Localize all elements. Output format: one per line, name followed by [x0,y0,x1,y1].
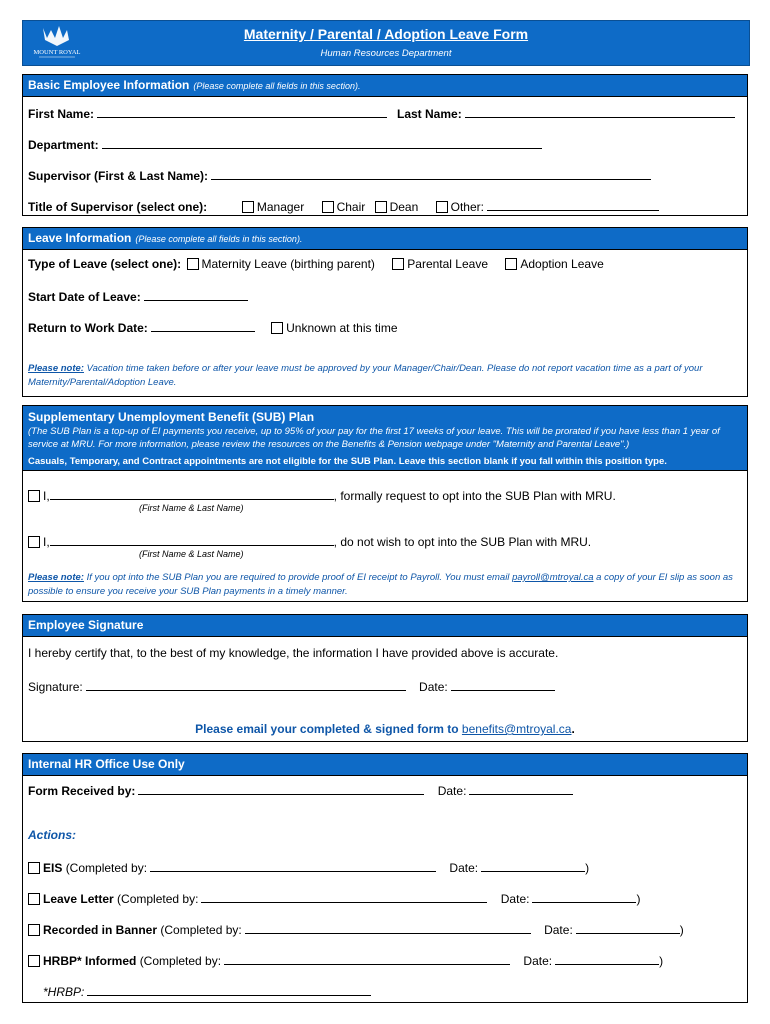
last-name-field[interactable] [465,105,735,118]
signature-row: Signature: Date: [28,678,558,694]
hrbp-name-field[interactable] [87,983,371,996]
start-date-field[interactable] [144,288,248,301]
department-row: Department: [28,136,545,152]
signature-section [22,614,748,742]
first-name-field[interactable] [97,105,387,118]
sub-plan-section [22,405,748,602]
hrbp-date-field[interactable] [555,952,659,965]
basic-info-heading: Basic Employee Information (Please complete all fields in this section). [23,75,747,97]
leave-letter-date-field[interactable] [532,890,636,903]
leave-info-section [22,227,748,397]
sub-opt-in-name-field[interactable] [50,487,334,500]
signature-field[interactable] [86,678,406,691]
manager-checkbox[interactable] [242,201,254,213]
name-row: First Name: [28,105,390,121]
supervisor-title-row: Title of Supervisor (select one): Manager Chair Dean Other: [28,198,662,214]
sub-opt-in-row: I, , formally request to opt into the SUB Plan with MRU. [28,487,616,503]
department-field[interactable] [102,136,542,149]
chair-checkbox[interactable] [322,201,334,213]
form-subtitle: Human Resources Department [320,48,452,59]
eis-checkbox[interactable] [28,862,40,874]
svg-text:MOUNT ROYAL: MOUNT ROYAL [33,49,81,56]
last-name-row: Last Name: [397,105,738,121]
action-eis-row: EIS (Completed by: Date: ) [28,859,589,875]
certify-text: I hereby certify that, to the best of my knowledge, the information I have provided above is accurate. [28,646,559,660]
hrbp-row: *HRBP: [43,983,374,999]
hrbp-completed-by-field[interactable] [224,952,510,965]
adoption-leave-checkbox[interactable] [505,258,517,270]
sub-opt-in-checkbox[interactable] [28,490,40,502]
unknown-return-checkbox[interactable] [271,322,283,334]
action-leave-letter-row: Leave Letter (Completed by: Date: ) [28,890,640,906]
leave-note: Please note: Vacation time taken before or after your leave must be approved by your Manager/Chair/Dean. Please do not report vacation time as a part of your Maternity/Parental/Adoption Leave. [28,363,703,388]
action-hrbp-row: HRBP* Informed (Completed by: Date: ) [28,952,663,968]
maternity-leave-checkbox[interactable] [187,258,199,270]
signature-heading: Employee Signature [23,615,747,637]
other-title-field[interactable] [487,198,659,211]
opt-in-name-caption: (First Name & Last Name) [139,503,244,513]
parental-leave-checkbox[interactable] [392,258,404,270]
sub-opt-out-row: I, , do not wish to opt into the SUB Plan with MRU. [28,533,591,549]
banner-date-field[interactable] [576,921,680,934]
recorded-in-banner-checkbox[interactable] [28,924,40,936]
other-checkbox[interactable] [436,201,448,213]
benefits-email-link[interactable]: benefits@mtroyal.ca [461,722,572,736]
signature-date-field[interactable] [451,678,555,691]
received-by-field[interactable] [138,782,424,795]
sub-opt-out-checkbox[interactable] [28,536,40,548]
opt-out-name-caption: (First Name & Last Name) [139,549,244,559]
return-date-row: Return to Work Date: Unknown at this time [28,321,398,335]
email-instructions: Please email your completed & signed form to benefits@mtroyal.ca. [195,722,575,736]
supervisor-row: Supervisor (First & Last Name): [28,167,654,183]
eis-completed-by-field[interactable] [150,859,436,872]
form-header [22,20,750,66]
sub-opt-out-name-field[interactable] [50,533,334,546]
leave-info-heading: Leave Information (Please complete all fields in this section). [23,228,747,250]
supervisor-field[interactable] [211,167,651,180]
start-date-row: Start Date of Leave: [28,288,251,304]
hrbp-informed-checkbox[interactable] [28,955,40,967]
hr-office-section [22,753,748,1003]
sub-note: Please note: If you opt into the SUB Plan you are required to provide proof of EI receipt to Payroll. You must email payroll@mtroyal.ca a copy of your EI slip as soon as possible to ensure you receive your SUB Plan payments in a timely manner. [28,572,733,597]
leave-letter-completed-by-field[interactable] [201,890,487,903]
leave-letter-checkbox[interactable] [28,893,40,905]
received-row: Form Received by: Date: [28,782,576,798]
dean-checkbox[interactable] [375,201,387,213]
received-date-field[interactable] [469,782,573,795]
action-banner-row: Recorded in Banner (Completed by: Date: ) [28,921,684,937]
leave-type-row: Type of Leave (select one): Maternity Leave (birthing parent) Parental Leave Adoption Leave [28,257,604,271]
banner-completed-by-field[interactable] [245,921,531,934]
return-date-field[interactable] [151,319,255,332]
sub-plan-header: Supplementary Unemployment Benefit (SUB) Plan (The SUB Plan is a top-up of EI payments you receive, up to 95% of your pay for the first 17 weeks of your leave. This will be prorated if you have less than 1 year of service at MRU. For more information, please review the resources on the Benefits & Pension webpage under "Maternity and Parental Leave".) Casuals, Temporary, and Contract appointments are not eligible for the SUB Plan. Leave this section blank if you fall within this position type. [23,406,747,471]
payroll-email-link[interactable]: payroll@mtroyal.ca [512,572,594,583]
eis-date-field[interactable] [481,859,585,872]
form-title: Maternity / Parental / Adoption Leave Form [243,26,529,42]
basic-info-section [22,74,748,216]
actions-label: Actions: [28,828,76,842]
hr-office-heading: Internal HR Office Use Only [23,754,747,776]
